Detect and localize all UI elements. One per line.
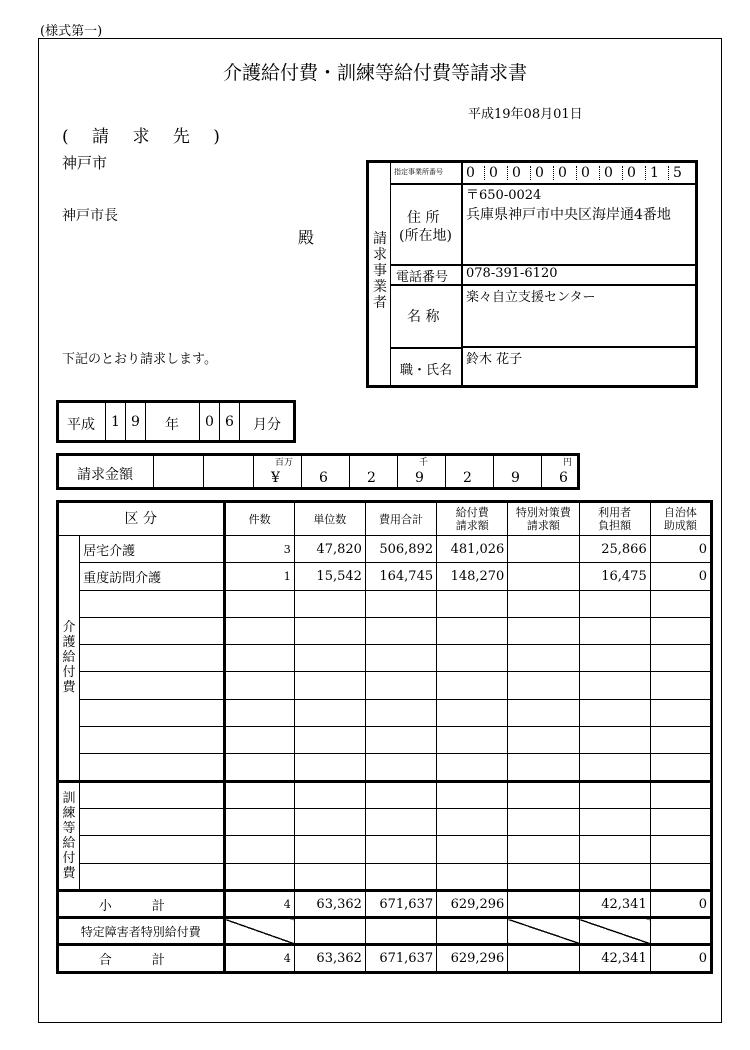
table-row	[58, 808, 712, 835]
cell-count	[224, 836, 294, 863]
cell-total: 506,892	[365, 536, 436, 563]
header-user-burden	[579, 502, 650, 536]
cell-claim	[437, 727, 508, 754]
cell-units	[294, 672, 365, 699]
cell-count	[224, 699, 294, 726]
header-count: 件数	[224, 502, 294, 536]
provider-box	[366, 160, 698, 388]
cell-total: 671,637	[365, 945, 436, 972]
cell-local	[650, 754, 711, 781]
office-number-digit: 0	[512, 165, 521, 181]
cell-units: 63,362	[294, 945, 365, 972]
header-total-cost: 費用合計	[365, 502, 436, 536]
row-name	[80, 590, 224, 617]
header-claim-amount	[437, 502, 508, 536]
table-row	[58, 863, 712, 890]
cell-claim: 629,296	[437, 945, 508, 972]
address-label: 住 所	[407, 210, 440, 226]
postal-code: 〒650-0024	[466, 188, 542, 203]
cell-special	[508, 727, 579, 754]
row-name	[80, 699, 224, 726]
header-local-subsidy	[650, 502, 711, 536]
cell-units	[294, 727, 365, 754]
table-row	[58, 727, 712, 754]
cell-user	[579, 918, 650, 945]
phone-label: 電話番号	[396, 270, 449, 285]
recipient-mayor: 神戸市長	[62, 208, 118, 224]
cell-units	[294, 918, 365, 945]
cell-local	[650, 672, 711, 699]
table-row	[58, 617, 712, 644]
cell-count	[224, 645, 294, 672]
subtotal-label: 小 計	[58, 890, 225, 917]
cell-total	[365, 590, 436, 617]
cell-count	[224, 754, 294, 781]
billing-period	[56, 400, 296, 443]
row-name	[80, 672, 224, 699]
cell-special	[508, 699, 579, 726]
cell-local	[650, 645, 711, 672]
claim-table	[56, 500, 713, 974]
amount-digit: 9	[511, 470, 520, 486]
phone-value: 078-391-6120	[466, 266, 558, 281]
cell-count: 3	[224, 536, 294, 563]
cell-user: 42,341	[579, 945, 650, 972]
table-row	[58, 890, 712, 917]
cell-local	[650, 836, 711, 863]
cell-user	[579, 672, 650, 699]
cell-total	[365, 863, 436, 890]
header-special-measures-text: 特別対策費 請求額	[515, 506, 571, 532]
kunren-section-label-text: 訓練等給付費	[62, 790, 76, 881]
issue-date: 平成19年08月01日	[468, 107, 583, 122]
office-number-digit: 1	[650, 165, 659, 181]
cell-local	[650, 590, 711, 617]
office-number-digit: 0	[466, 165, 475, 181]
cell-units	[294, 699, 365, 726]
recipient-honorific: 殿	[298, 228, 315, 247]
cell-claim	[437, 645, 508, 672]
cell-units	[294, 863, 365, 890]
cell-user	[579, 617, 650, 644]
address-value: 兵庫県神戸市中央区海岸通4番地	[466, 207, 671, 223]
cell-units	[294, 590, 365, 617]
cell-total	[365, 699, 436, 726]
cell-total	[365, 672, 436, 699]
recipient-label: ( 請 求 先 )	[62, 127, 229, 147]
table-row	[58, 672, 712, 699]
row-name: 重度訪問介護	[80, 563, 224, 590]
cell-user	[579, 781, 650, 808]
office-number-digit: 0	[535, 165, 544, 181]
provider-side-label-cell	[369, 163, 391, 385]
cell-local	[650, 617, 711, 644]
cell-special	[508, 781, 579, 808]
period-month-digit-1: 0	[205, 414, 214, 430]
cell-total	[365, 781, 436, 808]
cell-claim: 148,270	[437, 563, 508, 590]
cell-special	[508, 918, 579, 945]
table-row	[58, 645, 712, 672]
amount-digit: 6	[319, 470, 328, 486]
table-row	[58, 590, 712, 617]
cell-units: 47,820	[294, 536, 365, 563]
name-label: 名 称	[407, 309, 440, 325]
cell-claim	[437, 863, 508, 890]
cell-count	[224, 590, 294, 617]
amount-digit: 2	[463, 470, 472, 486]
cell-total	[365, 918, 436, 945]
row-name	[80, 645, 224, 672]
cell-count: 1	[224, 563, 294, 590]
header-claim-amount-text: 給付費 請求額	[455, 506, 489, 532]
row-name	[80, 863, 224, 890]
period-era: 平成	[67, 417, 95, 433]
cell-claim	[437, 781, 508, 808]
cell-total	[365, 836, 436, 863]
cell-local: 0	[650, 536, 711, 563]
cell-claim	[437, 617, 508, 644]
amount-unit-label: 千	[419, 458, 429, 468]
cell-user: 42,341	[579, 890, 650, 917]
cell-units	[294, 808, 365, 835]
cell-claim	[437, 808, 508, 835]
period-month-digit-2: 6	[225, 414, 234, 430]
cell-user	[579, 836, 650, 863]
cell-special	[508, 563, 579, 590]
amount-digit: 2	[367, 470, 376, 486]
cell-special	[508, 808, 579, 835]
address-label-sub: (所在地)	[399, 228, 452, 244]
cell-units	[294, 645, 365, 672]
office-number-digit: 5	[673, 165, 682, 181]
table-row	[58, 563, 712, 590]
cell-count	[224, 781, 294, 808]
period-year-digit-1: 1	[111, 414, 120, 430]
row-name: 居宅介護	[80, 536, 224, 563]
person-value: 鈴木 花子	[466, 352, 523, 367]
cell-special	[508, 863, 579, 890]
cell-claim: 481,026	[437, 536, 508, 563]
cell-claim	[437, 836, 508, 863]
recipient-city: 神戸市	[62, 154, 108, 172]
cell-units: 63,362	[294, 890, 365, 917]
header-units: 単位数	[294, 502, 365, 536]
amount-label: 請求金額	[77, 467, 133, 483]
office-number-digit: 0	[627, 165, 636, 181]
row-name	[80, 808, 224, 835]
table-row	[58, 781, 712, 808]
cell-local: 0	[650, 945, 711, 972]
form-label: (様式第一)	[40, 24, 103, 39]
period-month-label: 月分	[253, 417, 281, 433]
cell-special	[508, 645, 579, 672]
cell-count: 4	[224, 945, 294, 972]
table-row	[58, 699, 712, 726]
table-row	[58, 536, 712, 563]
cell-user	[579, 808, 650, 835]
cell-user: 16,475	[579, 563, 650, 590]
header-category: 区 分	[58, 502, 225, 536]
amount-digit: ¥	[271, 470, 280, 486]
cell-count	[224, 672, 294, 699]
cell-claim	[437, 672, 508, 699]
office-number-digit: 0	[581, 165, 590, 181]
cell-local: 0	[650, 563, 711, 590]
office-number-digit: 0	[604, 165, 613, 181]
kunren-section-label	[58, 781, 80, 890]
header-local-subsidy-text: 自治体 助成額	[663, 506, 697, 532]
cell-local	[650, 781, 711, 808]
row-name	[80, 754, 224, 781]
row-name	[80, 727, 224, 754]
tokutei-label: 特定障害者特別給付費	[58, 918, 225, 945]
cell-units: 15,542	[294, 563, 365, 590]
amount-digit: 9	[415, 470, 424, 486]
table-row	[58, 918, 712, 945]
period-year-label: 年	[165, 417, 179, 433]
row-name	[80, 781, 224, 808]
cell-user	[579, 863, 650, 890]
cell-special	[508, 754, 579, 781]
cell-claim: 629,296	[437, 890, 508, 917]
cell-total	[365, 645, 436, 672]
cell-total	[365, 617, 436, 644]
table-row	[58, 836, 712, 863]
cell-user	[579, 645, 650, 672]
cell-total: 671,637	[365, 890, 436, 917]
cell-special	[508, 617, 579, 644]
cell-units	[294, 836, 365, 863]
cell-total: 164,745	[365, 563, 436, 590]
period-year-digit-2: 9	[131, 414, 140, 430]
cell-count	[224, 727, 294, 754]
kaigo-section-label	[58, 536, 80, 782]
cell-total	[365, 754, 436, 781]
office-number-digit: 0	[558, 165, 567, 181]
cell-local	[650, 918, 711, 945]
cell-user	[579, 727, 650, 754]
document-title: 介護給付費・訓練等給付費等請求書	[222, 62, 527, 84]
name-value: 楽々自立支援センター	[466, 290, 596, 305]
cell-total	[365, 808, 436, 835]
cell-count: 4	[224, 890, 294, 917]
cell-special	[508, 945, 579, 972]
cell-user: 25,866	[579, 536, 650, 563]
amount-unit-label: 百万	[275, 458, 294, 468]
grand-total-label: 合 計	[58, 945, 225, 972]
table-row	[58, 945, 712, 972]
cell-claim	[437, 590, 508, 617]
office-number-label: 指定事業所番号	[394, 168, 443, 176]
cell-claim	[437, 918, 508, 945]
cell-local	[650, 727, 711, 754]
cell-units	[294, 781, 365, 808]
cell-special	[508, 672, 579, 699]
cell-local	[650, 699, 711, 726]
cell-count	[224, 918, 294, 945]
header-special-measures	[508, 502, 579, 536]
cell-count	[224, 808, 294, 835]
claim-amount	[56, 453, 580, 490]
cell-user	[579, 754, 650, 781]
office-number-digit: 0	[489, 165, 498, 181]
person-label: 職・氏名	[400, 363, 453, 378]
cell-special	[508, 836, 579, 863]
cell-claim	[437, 699, 508, 726]
cell-units	[294, 754, 365, 781]
amount-unit-label: 円	[563, 458, 573, 468]
row-name	[80, 836, 224, 863]
cell-special	[508, 890, 579, 917]
amount-digit: 6	[559, 470, 568, 486]
request-note: 下記のとおり請求します。	[62, 352, 217, 367]
cell-user	[579, 699, 650, 726]
cell-count	[224, 617, 294, 644]
cell-total	[365, 727, 436, 754]
kaigo-section-label-text: 介護給付費	[62, 620, 76, 696]
cell-local	[650, 808, 711, 835]
cell-units	[294, 617, 365, 644]
cell-local	[650, 863, 711, 890]
cell-user	[579, 590, 650, 617]
table-row	[58, 754, 712, 781]
cell-count	[224, 863, 294, 890]
cell-special	[508, 536, 579, 563]
cell-claim	[437, 754, 508, 781]
cell-local: 0	[650, 890, 711, 917]
provider-side-label: 請求事業者	[373, 231, 387, 311]
cell-special	[508, 590, 579, 617]
row-name	[80, 617, 224, 644]
header-user-burden-text: 利用者 負担額	[598, 506, 632, 532]
